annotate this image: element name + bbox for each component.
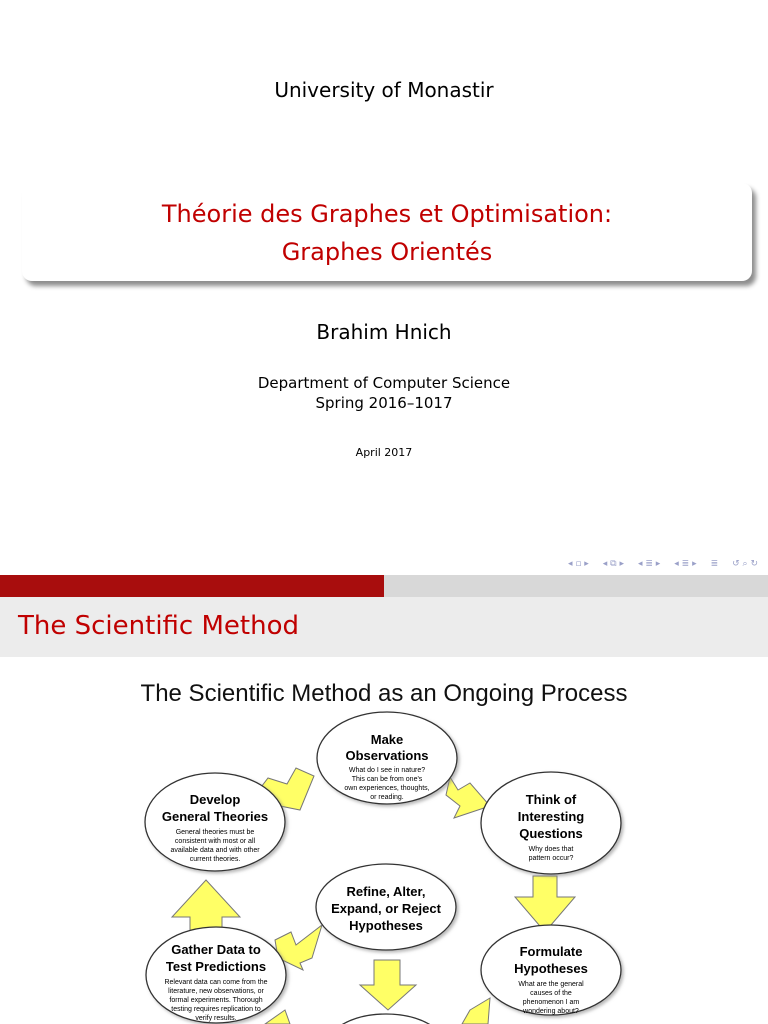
node-predictions-partial — [324, 1014, 448, 1024]
figure-title: The Scientific Method as an Ongoing Process — [140, 680, 628, 707]
observe-desc-4: or reading. — [370, 794, 404, 801]
nav-section-next-icon[interactable]: ◂ ≣ ▸ — [674, 559, 697, 569]
refine-heading-3: Hypotheses — [349, 918, 423, 933]
hypotheses-desc-3: phenomenon I am — [522, 999, 580, 1006]
nav-subsection-icon[interactable]: ◂ ⧉ ▸ — [602, 559, 624, 569]
observe-heading-2: Observations — [345, 748, 429, 763]
questions-desc-1: Why does that — [528, 846, 574, 853]
theories-desc-2: consistent with most or all — [174, 838, 256, 845]
gather-heading-2: Test Predictions — [165, 959, 267, 974]
presentation-title-line-1: Théorie des Graphes et Optimisation: — [161, 200, 613, 228]
theories-heading-1: Develop — [189, 792, 241, 807]
refine-heading-1: Refine, Alter, — [346, 884, 426, 899]
observe-desc-1: What do I see in nature? — [348, 767, 426, 774]
refine-heading-2: Expand, or Reject — [331, 901, 441, 916]
nav-search-icon[interactable]: ↺ ⌕ ↻ — [732, 559, 758, 569]
theories-heading-2: General Theories — [161, 809, 269, 824]
presentation-title-line-2: Graphes Orientés — [281, 238, 493, 266]
observe-desc-3: own experiences, thoughts, — [344, 785, 430, 792]
frame-title: The Scientific Method — [18, 611, 299, 641]
arrow-refine-to-predictions — [360, 960, 416, 1010]
gather-desc-4: testing requires replication to — [171, 1006, 261, 1013]
author-name: Brahim Hnich — [316, 320, 452, 344]
observe-desc-2: This can be from one's — [351, 776, 423, 783]
gather-desc-1: Relevant data can come from the — [164, 979, 268, 986]
questions-heading-1: Think of — [525, 792, 577, 807]
university-name: University of Monastir — [274, 78, 494, 102]
questions-heading-2: Interesting — [517, 809, 585, 824]
questions-heading-3: Questions — [519, 826, 583, 841]
nav-menu-icon[interactable]: ≣ — [710, 559, 719, 569]
hypotheses-desc-2: causes of the — [530, 990, 572, 997]
observe-heading-1: Make — [370, 732, 404, 747]
presentation-date: April 2017 — [355, 446, 413, 459]
hypotheses-heading-2: Hypotheses — [514, 961, 588, 976]
arrow-hypotheses-to-predictions — [462, 998, 490, 1024]
theories-desc-3: available data and with other — [170, 847, 260, 854]
theories-desc-4: current theories. — [189, 856, 241, 863]
gather-desc-2: literature, new observations, or — [168, 988, 264, 995]
arrow-gather-lower — [265, 1010, 290, 1024]
department: Department of Computer Science — [257, 374, 511, 392]
questions-desc-2: pattern occur? — [528, 855, 574, 862]
hypotheses-heading-1: Formulate — [519, 944, 583, 959]
gather-desc-3: formal experiments. Thorough — [169, 997, 263, 1004]
hypotheses-desc-4: wondering about? — [523, 1008, 579, 1015]
hypotheses-desc-1: What are the general — [518, 981, 584, 988]
gather-heading-1: Gather Data to — [171, 942, 261, 957]
arrow-questions-to-hypotheses — [515, 876, 575, 932]
nav-frame-icon[interactable]: ◂ ▫ ▸ — [567, 559, 589, 569]
gather-desc-5: verify results. — [195, 1015, 237, 1022]
theories-desc-1: General theories must be — [175, 829, 255, 836]
nav-section-icon[interactable]: ◂ ≣ ▸ — [637, 559, 661, 569]
term: Spring 2016–1017 — [315, 394, 453, 412]
